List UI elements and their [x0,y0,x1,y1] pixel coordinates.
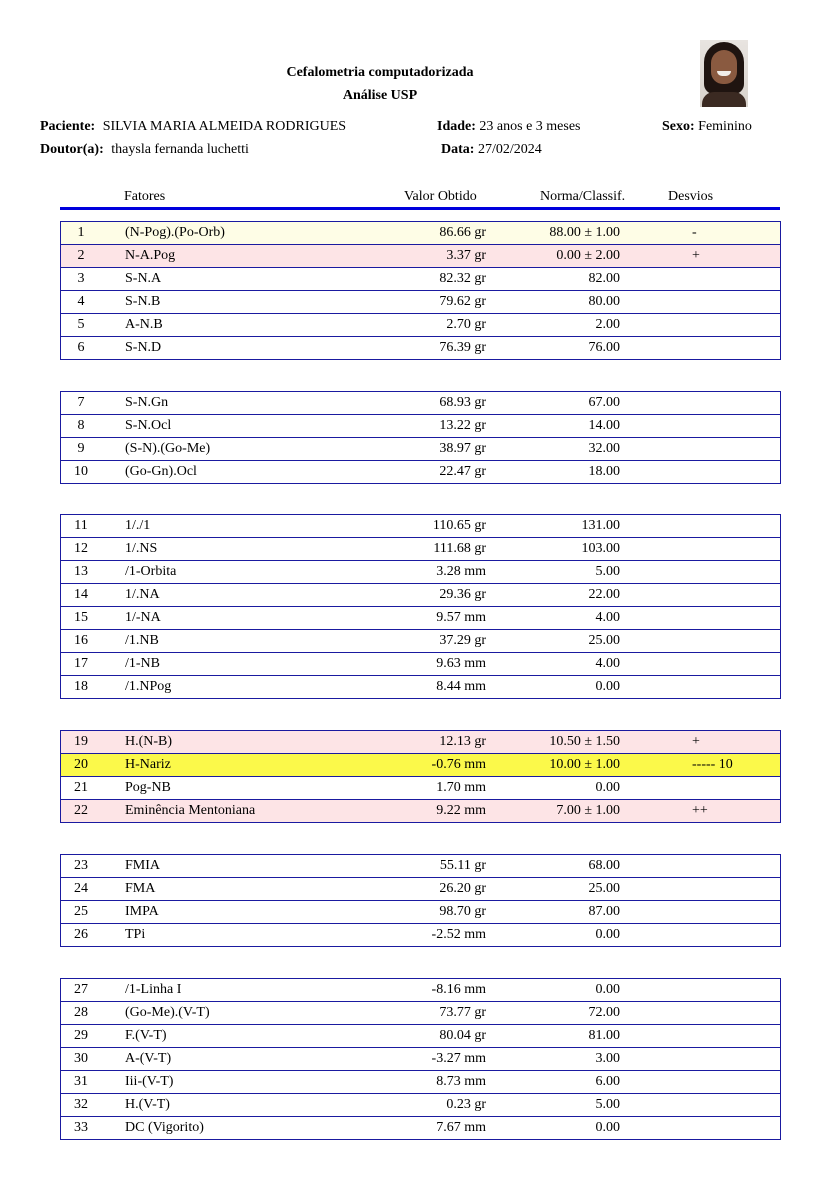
row-factor: 1/.NA [125,587,160,602]
table-row [61,337,780,360]
table-row [61,924,780,947]
row-norm: 18.00 [588,464,620,479]
row-value: 73.77 gr [439,1005,486,1020]
row-norm: 25.00 [588,633,620,648]
row-norm: 0.00 [595,679,620,694]
table-group [60,391,781,484]
sex-line [662,119,752,135]
row-norm: 5.00 [595,564,620,579]
row-factor: /1.NB [125,633,159,648]
row-value: 98.70 gr [439,904,486,919]
row-number: 33 [74,1120,88,1135]
row-norm: 14.00 [588,418,620,433]
row-value: 38.97 gr [439,441,486,456]
row-factor: Eminência Mentoniana [125,803,256,818]
table-row [61,1071,780,1094]
row-norm: 6.00 [595,1074,620,1089]
table-row [61,222,780,245]
table-row [61,1025,780,1048]
row-factor: /1-Linha I [125,982,182,997]
row-norm: 10.00 ± 1.00 [549,757,620,772]
table-row [61,538,780,561]
row-number: 9 [77,441,85,456]
row-value: 110.65 gr [432,518,486,533]
row-norm: 0.00 ± 2.00 [556,248,620,263]
table-row [61,878,780,901]
row-value: 3.37 gr [446,248,486,263]
table-row [61,630,780,653]
age-label: Idade: [437,119,476,134]
row-factor: (Go-Me).(V-T) [125,1005,210,1020]
table-row [61,855,780,878]
row-number: 5 [77,317,85,332]
row-norm: 0.00 [595,927,620,942]
row-number: 30 [74,1051,88,1066]
doctor-label: Doutor(a): [40,142,104,157]
row-factor: A-N.B [125,317,163,332]
table-row [61,777,780,800]
row-factor: (N-Pog).(Po-Orb) [125,225,225,240]
table-row [61,901,780,924]
row-factor: Iii-(V-T) [125,1074,174,1089]
row-number: 28 [74,1005,88,1020]
row-value: 80.04 gr [439,1028,486,1043]
column-header-value: Valor Obtido [404,189,477,204]
row-value: 9.22 mm [436,803,486,818]
row-number: 6 [77,340,85,355]
row-norm: 72.00 [588,1005,620,1020]
row-value: -3.27 mm [431,1051,486,1066]
row-number: 10 [74,464,88,479]
row-deviation: + [692,248,700,263]
row-number: 21 [74,780,88,795]
row-factor: H.(N-B) [125,734,173,749]
table-row [61,392,780,415]
row-value: 12.13 gr [439,734,486,749]
row-value: 82.32 gr [439,271,486,286]
row-factor: S-N.D [125,340,162,355]
row-norm: 3.00 [595,1051,620,1066]
row-factor: FMA [125,881,156,896]
row-norm: 0.00 [595,780,620,795]
row-norm: 10.50 ± 1.50 [549,734,620,749]
row-value: 3.28 mm [436,564,486,579]
row-value: 8.44 mm [436,679,486,694]
row-factor: (S-N).(Go-Me) [125,441,211,456]
row-factor: /1-Orbita [125,564,177,579]
date-label: Data: [441,142,475,157]
table-row [61,245,780,268]
patient-line [40,119,346,135]
row-number: 12 [74,541,88,556]
row-norm: 68.00 [588,858,620,873]
table-row [61,676,780,699]
date-line [441,142,542,158]
row-value: 13.22 gr [439,418,486,433]
row-factor: (Go-Gn).Ocl [125,464,197,479]
table-row [61,268,780,291]
row-norm: 80.00 [588,294,620,309]
row-deviation: - [692,225,697,240]
row-value: 79.62 gr [439,294,486,309]
row-norm: 4.00 [595,656,620,671]
row-norm: 0.00 [595,982,620,997]
report-title: Cefalometria computadorizada [286,65,474,80]
row-norm: 82.00 [588,271,620,286]
row-norm: 4.00 [595,610,620,625]
patient-label: Paciente: [40,119,96,134]
row-value: 76.39 gr [439,340,486,355]
row-factor: 1/-NA [125,610,161,625]
table-row [61,731,780,754]
row-norm: 0.00 [595,1120,620,1135]
row-norm: 22.00 [588,587,620,602]
row-value: -0.76 mm [431,757,486,772]
row-value: 7.67 mm [436,1120,486,1135]
row-factor: 1/.NS [125,541,158,556]
row-number: 20 [74,757,88,772]
row-number: 31 [74,1074,88,1089]
row-value: 111.68 gr [433,541,486,556]
row-number: 17 [74,656,88,671]
row-norm: 76.00 [588,340,620,355]
row-norm: 25.00 [588,881,620,896]
row-norm: 32.00 [588,441,620,456]
doctor-line [40,142,249,158]
row-factor: Pog-NB [125,780,171,795]
row-number: 24 [74,881,88,896]
row-factor: /1-NB [125,656,160,671]
date-value: 27/02/2024 [477,142,542,157]
row-value: 9.57 mm [436,610,486,625]
table-row [61,461,780,484]
row-norm: 5.00 [595,1097,620,1112]
row-factor: S-N.Ocl [125,418,172,433]
table-row [61,1002,780,1025]
table-row [61,1117,780,1140]
table-row [61,314,780,337]
row-factor: 1/./1 [125,518,151,533]
table-row [61,979,780,1002]
row-norm: 7.00 ± 1.00 [556,803,620,818]
row-number: 26 [74,927,88,942]
row-value: 22.47 gr [439,464,486,479]
row-number: 7 [77,395,85,410]
row-number: 25 [74,904,88,919]
row-factor: IMPA [125,904,159,919]
table-row [61,800,780,823]
table-row [61,291,780,314]
row-number: 19 [74,734,88,749]
row-factor: H-Nariz [125,757,171,772]
table-row [61,515,780,538]
row-number: 29 [74,1028,88,1043]
row-norm: 103.00 [581,541,620,556]
row-factor: S-N.B [125,294,161,309]
table-row [61,584,780,607]
table-row [61,607,780,630]
row-number: 11 [74,518,88,533]
table-group [60,854,781,947]
row-norm: 131.00 [581,518,620,533]
row-value: 9.63 mm [436,656,486,671]
row-factor: FMIA [125,858,161,873]
row-value: 26.20 gr [439,881,486,896]
table-row [61,1094,780,1117]
row-number: 15 [74,610,88,625]
table-row [61,415,780,438]
row-number: 1 [77,225,85,240]
row-value: 68.93 gr [439,395,486,410]
row-number: 4 [77,294,85,309]
row-deviation: + [692,734,700,749]
row-number: 32 [74,1097,88,1112]
table-row [61,438,780,461]
row-factor: A-(V-T) [125,1051,172,1066]
table-row [61,653,780,676]
doctor-name: thaysla fernanda luchetti [111,142,249,157]
row-number: 3 [77,271,85,286]
row-number: 14 [74,587,88,602]
row-factor: DC (Vigorito) [125,1120,204,1135]
row-value: 1.70 mm [436,780,486,795]
row-number: 27 [74,982,88,997]
patient-name: SILVIA MARIA ALMEIDA RODRIGUES [102,119,347,134]
table-group [60,221,781,360]
row-number: 2 [77,248,85,263]
row-norm: 2.00 [595,317,620,332]
age-value: 23 anos e 3 meses [479,119,581,134]
row-value: 55.11 gr [439,858,486,873]
report-subtitle: Análise USP [342,88,418,103]
header-divider [60,207,780,210]
row-deviation: ++ [692,803,708,818]
row-norm: 88.00 ± 1.00 [549,225,620,240]
row-value: 2.70 gr [446,317,486,332]
row-factor: /1.NPog [125,679,172,694]
sex-value: Feminino [698,119,752,134]
row-number: 18 [74,679,88,694]
row-deviation: ----- 10 [692,757,733,772]
sex-label: Sexo: [662,119,695,134]
row-number: 8 [77,418,85,433]
row-factor: N-A.Pog [125,248,176,263]
row-number: 13 [74,564,88,579]
column-header-norm: Norma/Classif. [540,189,626,204]
row-value: 0.23 gr [446,1097,486,1112]
row-norm: 67.00 [588,395,620,410]
row-value: 86.66 gr [439,225,486,240]
row-number: 16 [74,633,88,648]
row-factor: F.(V-T) [125,1028,167,1043]
table-row [61,1048,780,1071]
row-factor: S-N.Gn [125,395,169,410]
table-row [61,561,780,584]
row-norm: 87.00 [588,904,620,919]
row-factor: TPi [125,927,146,942]
column-header-deviation: Desvios [668,189,714,204]
row-number: 23 [74,858,88,873]
row-factor: H.(V-T) [125,1097,170,1112]
row-value: -8.16 mm [431,982,486,997]
row-factor: S-N.A [125,271,162,286]
table-group [60,730,781,823]
table-row [61,754,780,777]
row-value: 29.36 gr [439,587,486,602]
age-line [437,119,581,135]
table-group [60,514,781,699]
patient-photo [700,40,748,107]
row-value: -2.52 mm [431,927,486,942]
row-value: 8.73 mm [436,1074,486,1089]
table-group [60,978,781,1140]
row-value: 37.29 gr [439,633,486,648]
row-number: 22 [74,803,88,818]
row-norm: 81.00 [588,1028,620,1043]
column-header-factors: Fatores [124,189,166,204]
